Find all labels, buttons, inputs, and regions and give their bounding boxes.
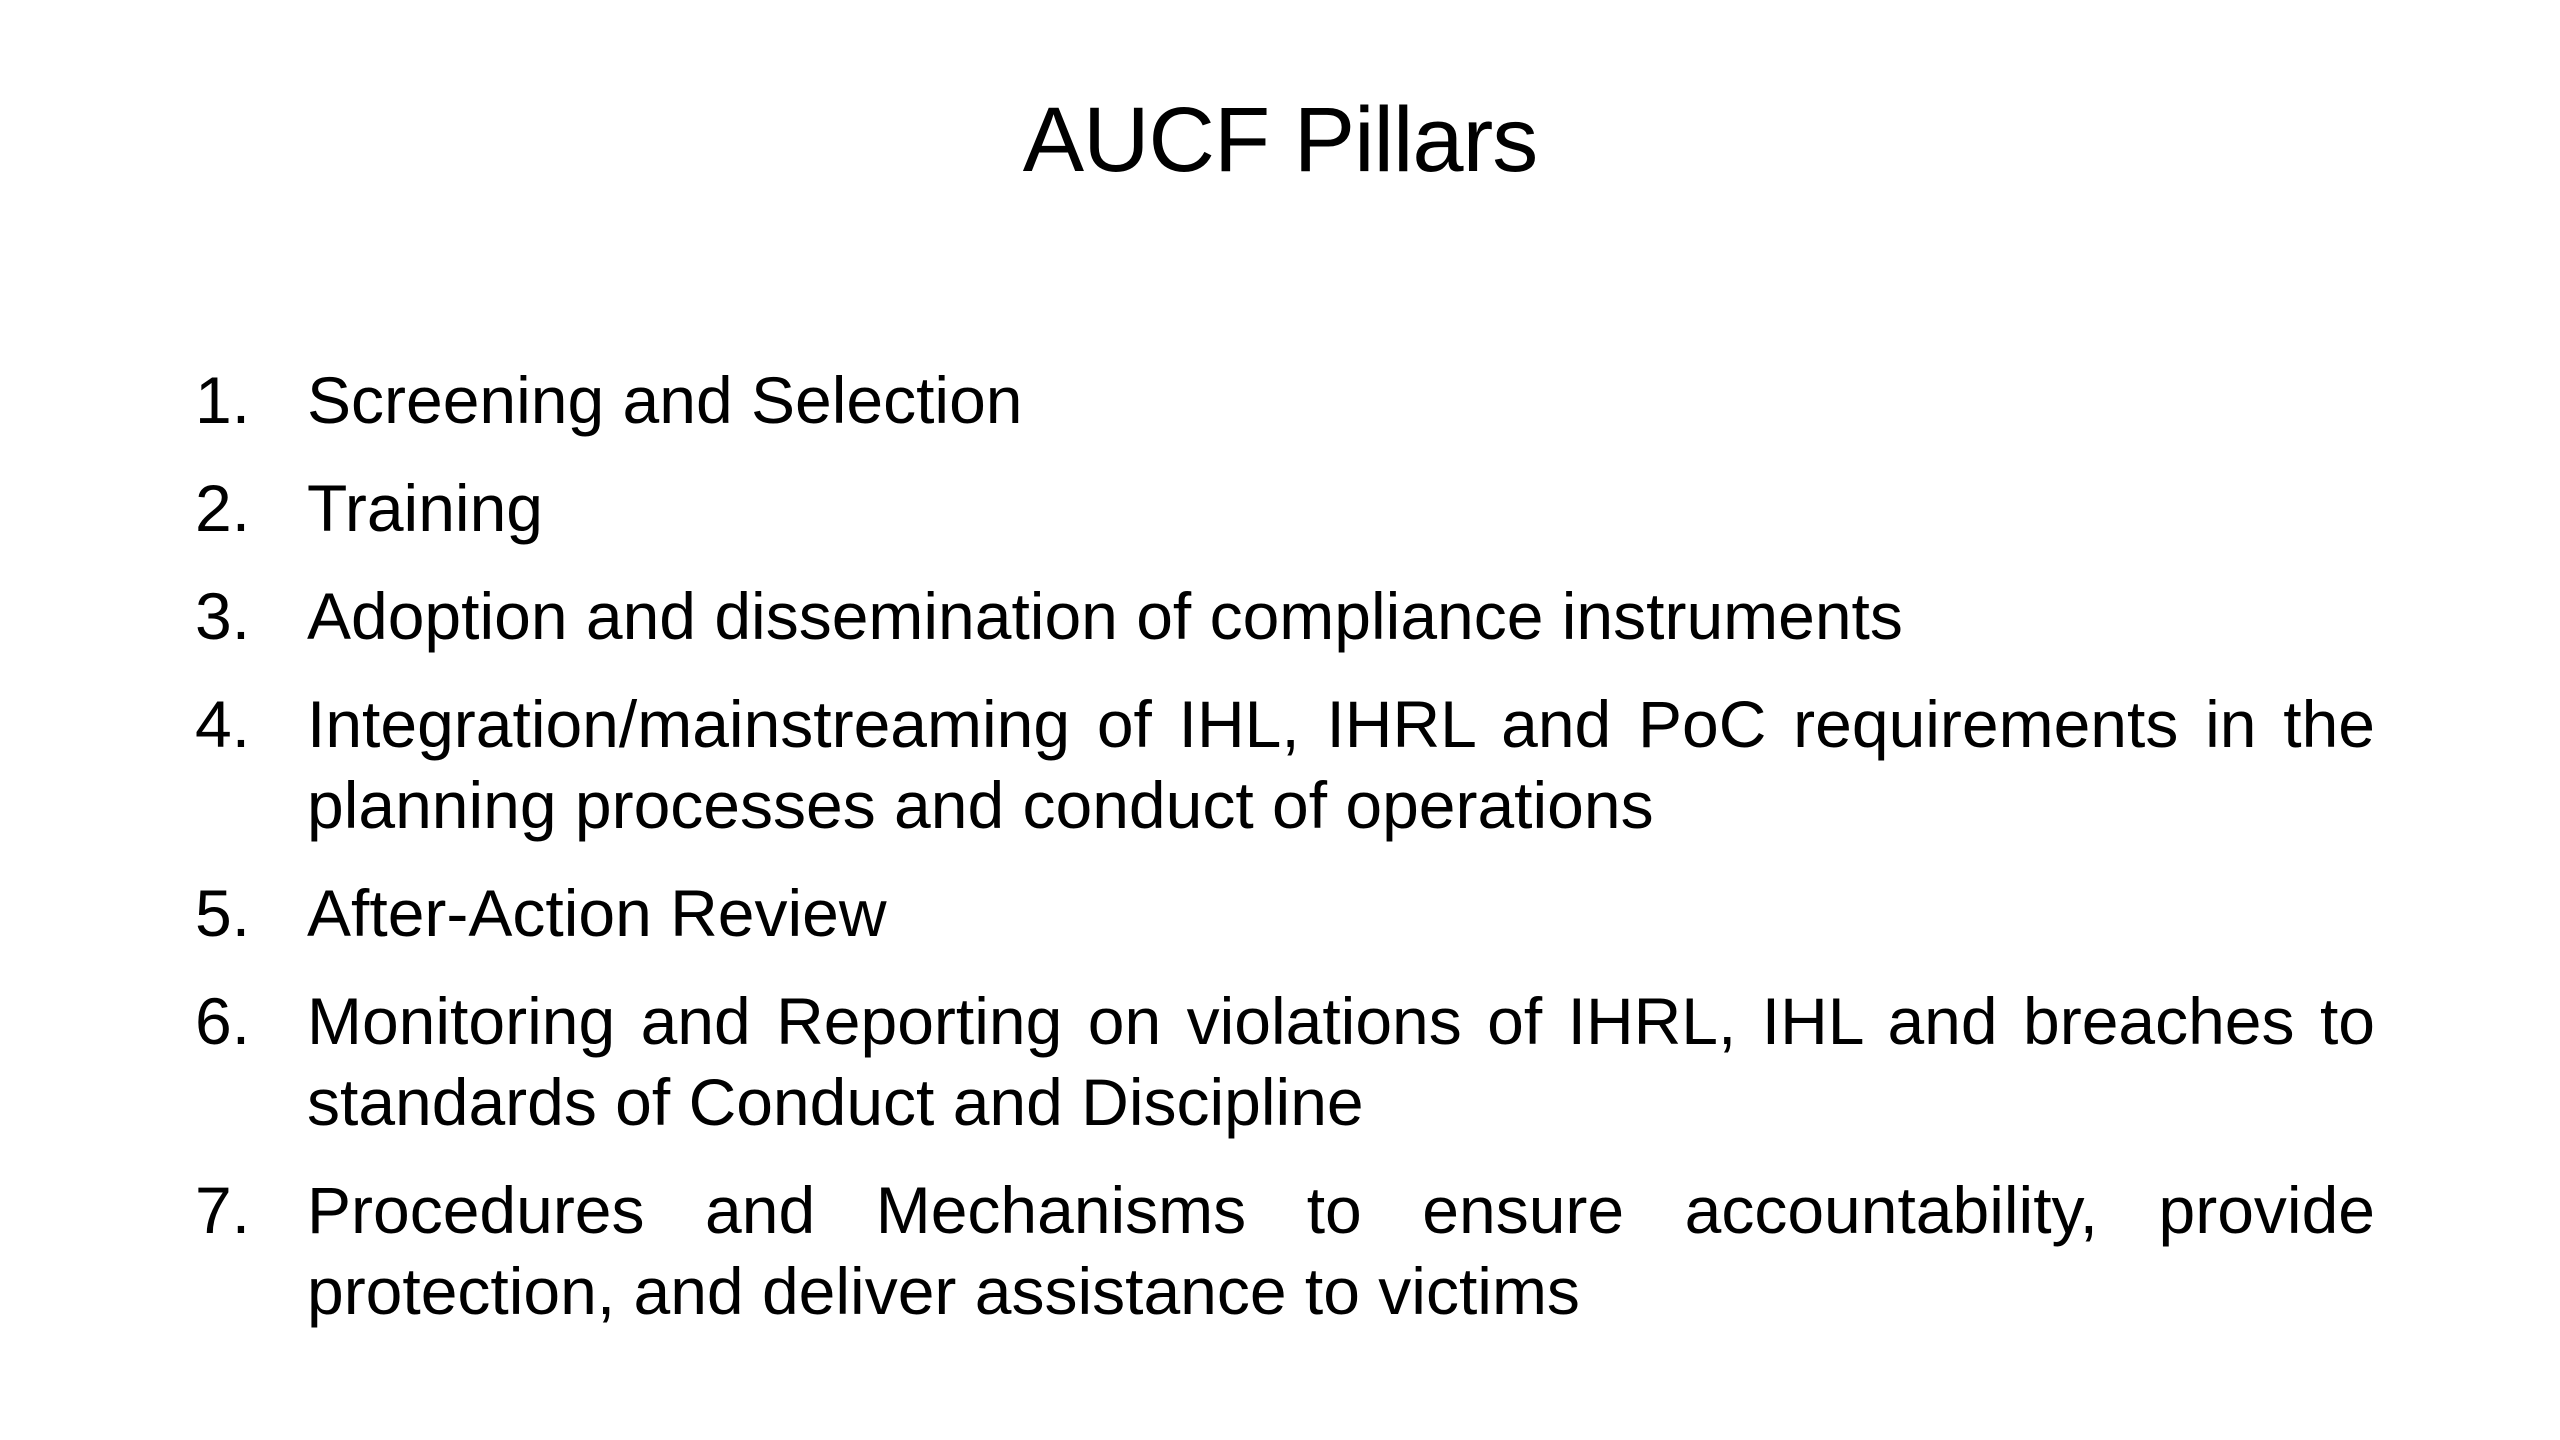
list-item-number: 1.	[195, 363, 251, 437]
list-item-text: Monitoring and Reporting on violations of IHRL, IHL and breaches to standards of Conduct and Discipline	[307, 984, 2375, 1139]
list-item-number: 3.	[195, 579, 251, 653]
list-item-number: 5.	[195, 876, 251, 950]
list-item	[195, 468, 2375, 549]
list-item-number: 6.	[195, 984, 251, 1058]
list-item-number: 2.	[195, 471, 251, 545]
list-item-text: Procedures and Mechanisms to ensure accountability, provide protection, and deliver assistance to victims	[307, 1173, 2375, 1328]
list-item-text: Integration/mainstreaming of IHL, IHRL and PoC requirements in the planning processes and conduct of operations	[307, 687, 2375, 842]
list-item-text: Training	[307, 471, 543, 545]
list-item-number: 4.	[195, 687, 251, 761]
list-item	[195, 684, 2375, 846]
slide-title: AUCF Pillars	[1022, 89, 1538, 191]
list-item	[195, 981, 2375, 1143]
list-item-text: Adoption and dissemination of compliance instruments	[307, 579, 1903, 653]
list-item-text: Screening and Selection	[307, 363, 1023, 437]
list-item	[195, 360, 2375, 441]
list-item	[195, 873, 2375, 954]
list-item-number: 7.	[195, 1173, 251, 1247]
list-item	[195, 1170, 2375, 1332]
pillars-list	[195, 360, 2375, 1359]
list-item	[195, 576, 2375, 657]
list-item-text: After-Action Review	[307, 876, 887, 950]
